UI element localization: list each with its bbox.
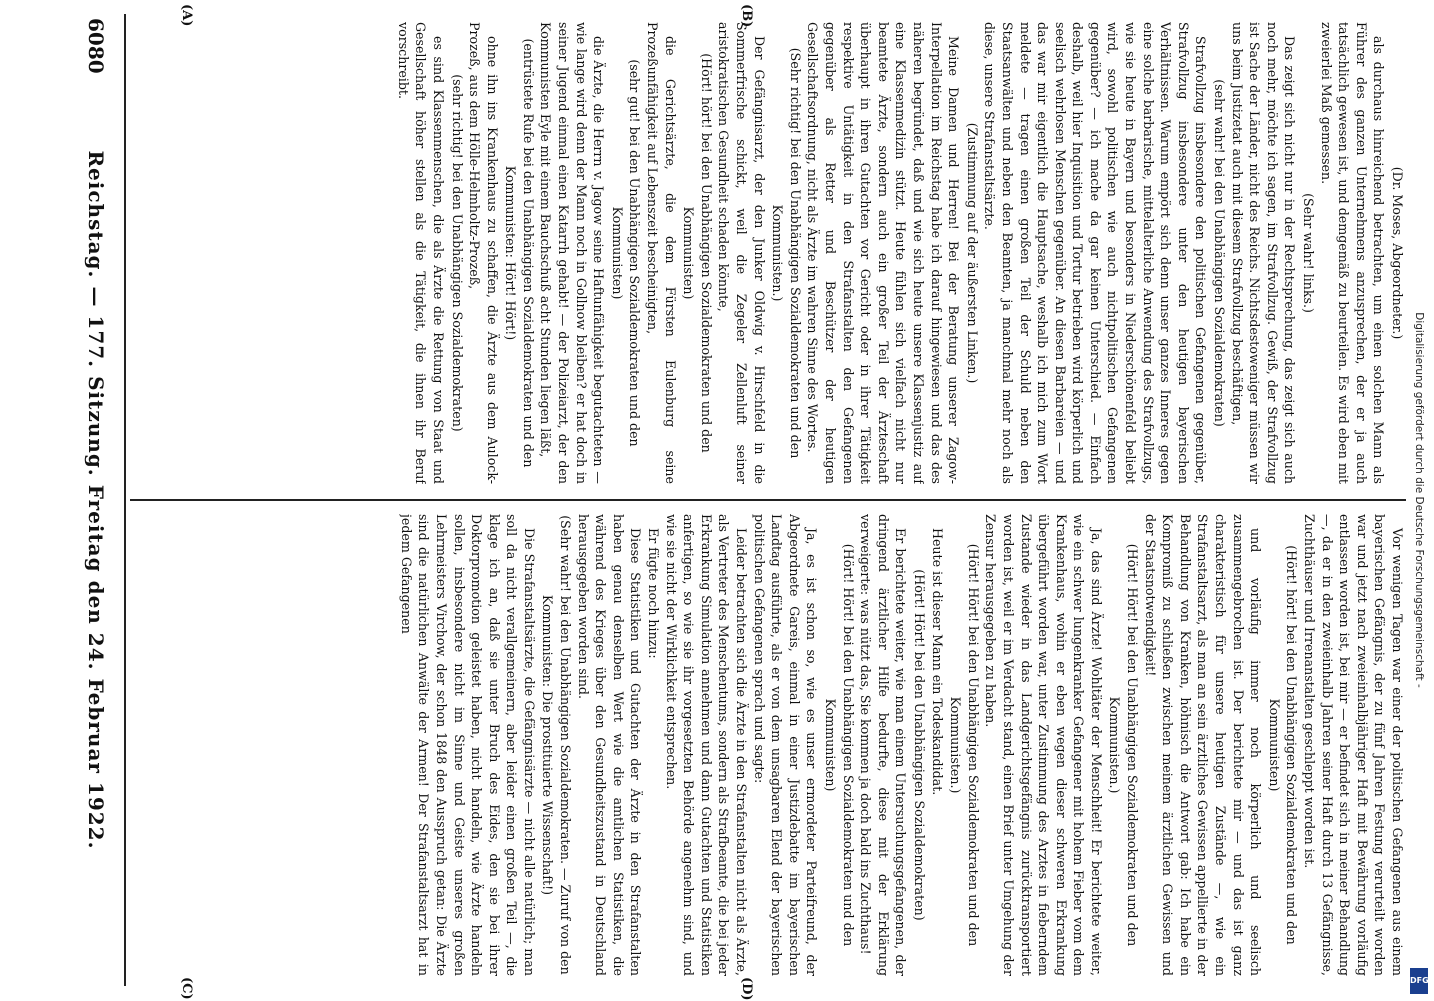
right-column — [132, 514, 1406, 976]
interjection: (Hört! hört! bei den Unabhängigen Sozialdemokraten und den Kommunisten) — [681, 53, 714, 453]
dfg-logo: DFG — [1410, 968, 1428, 994]
paragraph: Ja, das sind Ärzte! Wohltäter der Menschheit! Er berichtete weiter, wie ein schwer lungenkranker Gefangener mit hohem Fieber vom dem Krankenhaus, wohin er eben wegen dieser schweren Erkrankung übergeführt worden war, unter Zustimmung des Arztes in fieberndem Zustande wieder in das Landgerichtsgefängnis zurücktransportiert worden ist, weil er im Verdacht stand, einen Brief unter Umgehung der Zensur herausgegeben zu haben. — [983, 514, 1104, 976]
paragraph: und vorläufig immer noch körperlich und seelisch zusammengebrochen ist. Der berichtete mir — und das ist ganz charakteristisch für unsere heutigen Zustände —, wie ein Strafanstaltsarzt, als man an sein ärztliches Gewissen appellierte in der Behandlung von Kranken, höhnisch die Antwort gab: Ich habe ein Kompromiß zu schließen zwischen meinem ärztlichen Gewissen und der Staatsnotwendigkeit! — [1142, 514, 1264, 976]
paragraph: ohne ihn ins Krankenhaus zu schaffen, die Ärzte aus dem Aulock-Prozeß, aus dem Hölle-Helmholtz-Prozeß, — [467, 22, 500, 484]
interjection: (Hört! Hört! bei den Unabhängigen Sozialdemokraten) — [911, 569, 927, 921]
margin-marker-c: (C) — [179, 977, 194, 1000]
paragraph: die Gerichtsärzte, die dem Fürsten Eulenburg seine Prozeßunfähigkeit auf Lebenszeit bescheinigten, — [645, 22, 678, 484]
interjection: (Zustimmung auf der äußersten Linken.) — [964, 122, 980, 384]
paragraph: Vor wenigen Tagen war einer der politischen Gefangenen aus einem bayerischen Gefängnis, der zu fünf Jahren Festung verurteilt worden war und jetzt nach zweieinhalbjähriger Haft mit Bewährung vorläufig entlassen worden ist, bei mir — er befindet sich in meiner Behandlung —, da er in den zweieinhalb Jahren seiner Haft durch 13 Gefängnisse, Zuchthäuser und Irrenanstalten geschleppt worden ist. — [1302, 514, 1405, 976]
paragraph: Diese Statistiken und Gutachten der Ärzte in den Strafanstalten haben genau denselben Wert wie die amtlichen Statistiken, die während des Krieges über den Gesundheitszustand in Deutschland herausgegeben worden sind. — [575, 514, 644, 976]
interjection: (Hört! Hört! bei den Unabhängigen Sozialdemokraten und den Kommunisten.) — [948, 543, 981, 947]
paragraph: Heute ist dieser Mann ein Todeskandidat. — [929, 528, 945, 796]
paragraph: Ja, es ist schon so, wie es unser ermordeter Parteifreund, der Abgeordnete Gareis, einmal in einer Justizdebatte im bayerischen Landtag ausführte, als er von dem unsagbaren Elend der bayerischen politischen Gefangenen sprach und sagte: — [751, 514, 820, 976]
page-header — [76, 0, 116, 1000]
paragraph: Der Gefängnisarzt, der den Junker Oldwig v. Hirschfeld in die Sommerfrische schickt, weil die Zegeler Zellenluft seiner aristokratischen Gesundheit schaden könnte, — [716, 22, 767, 484]
paragraph: Er berichtete weiter, wie man einem Untersuchungsgefangenen, der dringend ärztlicher Hilfe bedurfte, diese mit der Erklärung verweigerte: was nützt das, Sie kommen ja doch bald ins Zuchthaus! — [858, 514, 909, 976]
paragraph: Leider betrachten sich die Ärzte in den Strafanstalten nicht als Ärzte, als Vertreter des Menschentums, sondern als Strafbeamte, die bei jeder Erkrankung Simulation annehmen und dann Gutachten und Statistiken anfertigen, so wie sie ihr vorgesetzten Behörde angenehm sind, und wie sie nicht der Wirklichkeit entsprechen. — [663, 514, 750, 976]
margin-marker-d: (D) — [739, 977, 754, 1001]
page-number: 6080 — [84, 18, 108, 74]
paragraph: Meine Damen und Herren! Bei der Beratung unserer Zagow-Interpellation im Reichstag habe ich darauf hingewiesen und das des näheren begründet, daß und wie sich heute unsere Klassenjustiz auf eine Klassenmedizin stützt. Heute fühlen sich vielfach nicht nur beamtete Ärzte, sondern auch ein großer Teil der Ärzteschaft überhaupt in ihren Gutachten vor Gericht oder in ihrer Tätigkeit respektive Untätigkeit in den Strafanstalten den Gefangenen gegenüber als Retter und Beschützer der heutigen Gesellschaftsordnung, nicht als Ärzte im wahren Sinne des Wortes. — [805, 22, 962, 484]
paragraph: Die Strafanstaltsärzte, die Gefängnisärzte — nicht alle natürlich; man soll da nicht verallgemeinern, aber leider einen großen Teil —, die klage ich an, daß sie unter Bruch des Eides, den sie bei ihrer Doktorpromotion geleistet haben, nicht handeln, wie Ärzte handeln sollen, insbesondere nicht im Sinne und Geiste unseres großen Lehrmeisters Virchow, der schon 1848 den Ausspruch getan: Die Ärzte sind die natürlichen Anwälte der Armen! Der Strafanstaltsarzt hat in jedem Gefangenen — [398, 514, 537, 976]
digitization-sidebar — [1404, 0, 1434, 1000]
interjection: (Sehr wahr! bei den Unabhängigen Sozialdemokraten. — Zuruf von den Kommunisten: Die prostituierte Wissenschaft!) — [540, 515, 574, 975]
interjection: (entrüstete Rufe bei den Unabhängigen Sozialdemokraten und den Kommunisten: Hört! Hört!) — [503, 38, 536, 468]
paragraph: Strafvollzug insbesondere den politischen Gefangenen gegenüber, Strafvollzug insbesondere unter den heutigen bayerischen Verhältnissen. Warum empört sich denn unser ganzes Inneres gegen eine solche barbarische, mittelalterliche Anwendung des Strafvollzugs, wie sie heute in Bayern und besonders in Niederschönenfeld beliebt wird, sowohl politischen wie auch nichtpolitischen Gefangenen gegenüber? — ich mache da gar keinen Unterschied. — Einfach deshalb, weil hier Inquisition und Tortur betrieben wird körperlich und seelisch wehrlosen Menschen gegenüber. An diesen Barbareien — und das war mir eigentlich die Hauptsache, weshalb ich mich zum Wort meldete — tragen einen großen Teil der Schuld neben den Staatsanwälten und neben den Beamten, ja manchmal mehr noch als diese, unsere Strafanstaltsärzte. — [982, 22, 1209, 484]
paragraph: Das zeigt sich nicht nur in der Rechtsprechung, das zeigt sich auch noch mehr, möchte ich sagen, im Strafvollzug. Gewiß, der Strafvollzug ist Sache der Länder, nicht des Reichs. Nichtsdestoweniger müssen wir uns beim Justizetat auch mit diesem Strafvollzug beschäftigen, — [1229, 22, 1298, 484]
paragraph: es sind Klassenmenschen, die als Ärzte die Rettung von Staat und Gesellschaft höher stellen als die Tätigkeit, die ihnen ihr Beruf vorschreibt. — [395, 22, 446, 484]
interjection: (sehr richtig! bei den Unabhängigen Sozialdemokraten) — [449, 74, 465, 432]
paragraph: als durchaus hinreichend betrachten, um einen solchen Mann als Führer des ganzen Unternehmens anzusprechen, der er ja auch tatsächlich gewesen ist, und demgemäß zu beurteilen. Es wird eben mit zweierlei Maß gemessen. — [1318, 22, 1387, 484]
interjection: (sehr gut! bei den Unabhängigen Sozialdemokraten und den Kommunisten) — [609, 59, 643, 447]
running-title: Reichstag. — 177. Sitzung. Freitag den 24. Februar 1922. — [84, 150, 108, 850]
interjection: (sehr wahr! bei den Unabhängigen Sozialdemokraten) — [1212, 79, 1228, 427]
interjection: (Hört! Hört! bei den Unabhängigen Sozialdemokraten und den Kommunisten.) — [1107, 543, 1141, 947]
paragraph: Er fügte noch hinzu: — [646, 528, 662, 659]
paragraph: die Ärzte, die Herrn v. Jagow seine Haftunfähigkeit begutachteten — wie lange wird denn der Mann noch in Gollnow bleiben? er hat doch in seiner Jugend einmal einen Katarrh gehabt! — der Polizeiarzt, der den Kommunisten Eyle mit einem Bauchschuß acht Stunden liegen läßt, — [538, 22, 607, 484]
digitization-note: Digitalisierung gefördert durch die Deutsche Forschungsgemeinschaft - — [1413, 312, 1425, 688]
paragraph: (Dr. Moses, Abgeordneter.) — [1390, 166, 1405, 340]
margin-marker-b: (B) — [739, 4, 754, 28]
interjection: (Sehr wahr! links.) — [1301, 193, 1317, 313]
column-divider — [130, 499, 1406, 501]
interjection: (Sehr richtig! bei den Unabhängigen Sozialdemokraten und den Kommunisten.) — [770, 47, 803, 459]
left-column — [132, 22, 1406, 484]
margin-marker-a: (A) — [179, 4, 194, 27]
interjection: (Hört! Hört! bei den Unabhängigen Sozialdemokraten und den Kommunisten) — [823, 543, 856, 947]
header-rule — [124, 14, 126, 986]
interjection: (Hört! hört! bei den Unabhängigen Sozialdemokraten und den Kommunisten) — [1266, 545, 1300, 945]
